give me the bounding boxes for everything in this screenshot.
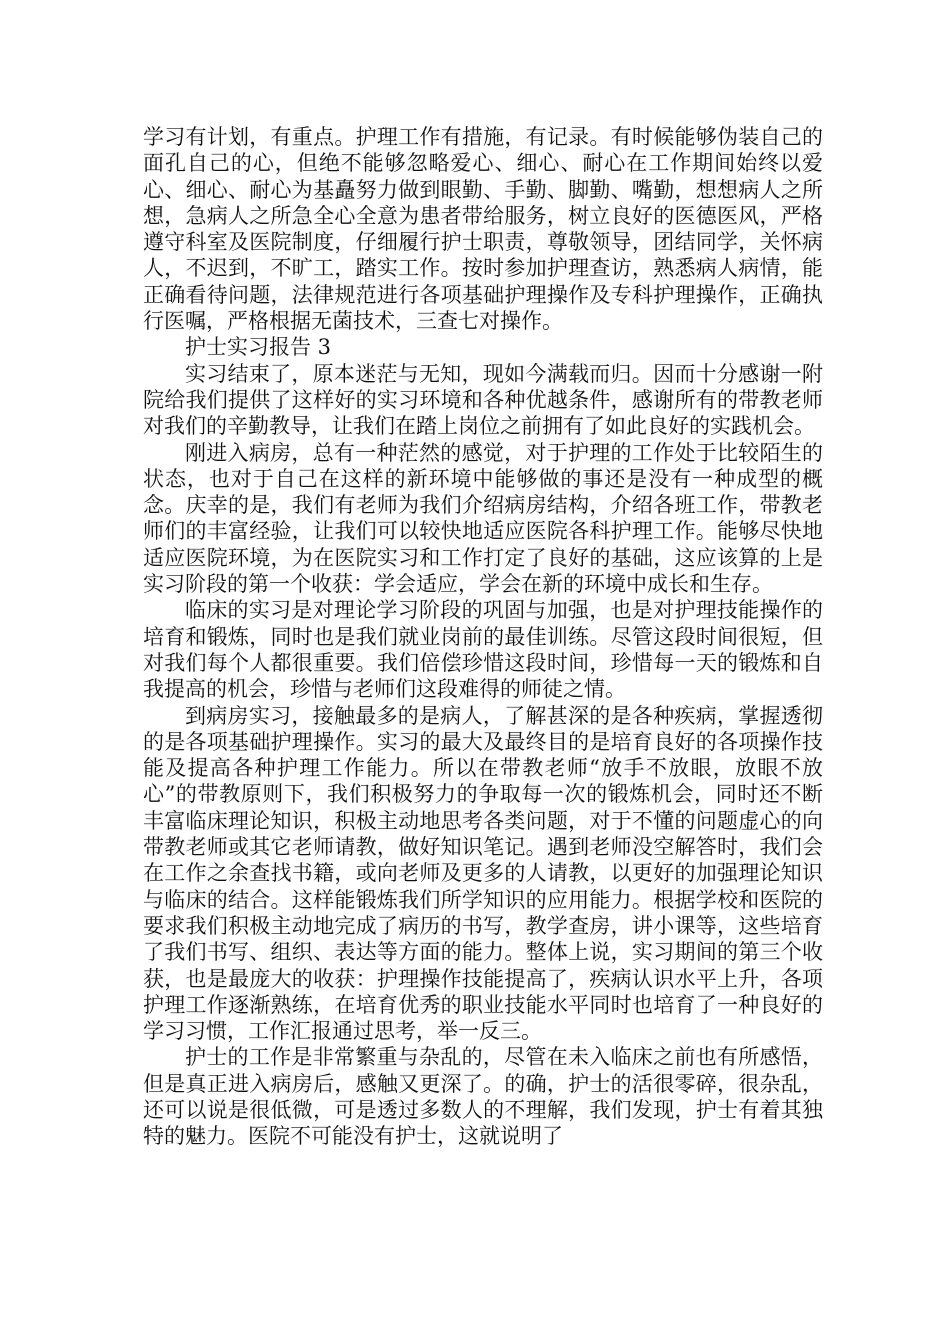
paragraph-conclusion: 实习结束了，原本迷茫与无知，现如今满载而归。因而十分感谢一附院给我们提供了这样好的实习环境和各种优越条件，感谢所有的带教老师对我们的辛勤教导，让我们在踏上岗位之前拥有了如此良好的实践机会。 xyxy=(143,361,823,439)
report-heading: 护士实习报告 3 xyxy=(185,335,332,360)
continued-paragraph: 学习有计划，有重点。护理工作有措施，有记录。有时候能够伪装自己的面孔自己的心，但绝不能够忽略爱心、细心、耐心在工作期间始终以爱心、细心、耐心为基矗努力做到眼勤、手勤、脚勤、嘴勤，想想病人之所想，急病人之所急全心全意为患者带给服务，树立良好的医德医风，严格遵守科室及医院制度，仔细履行护士职责，尊敬领导，团结同学，关怀病人，不迟到，不旷工，踏实工作。按时参加护理查访，熟悉病人病情，能正确看待问题，法律规范进行各项基础护理操作及专科护理操作，正确执行医嘱，严格根据无菌技术，三查七对操作。 xyxy=(143,125,823,334)
document-page xyxy=(143,124,823,1150)
paragraph-nurse-work: 护士的工作是非常繁重与杂乱的，尽管在未入临床之前也有所感悟，但是真正进入病房后，感触又更深了。的确，护士的活很零碎，很杂乱，还可以说是很低微，可是透过多数人的不理解，我们发现，护士有着其独特的魅力。医院不可能没有护士，这就说明了 xyxy=(143,1045,823,1149)
paragraph-ward-internship: 到病房实习，接触最多的是病人，了解甚深的是各种疾病，掌握透彻的是各项基础护理操作。实习的最大及最终目的是培育良好的各项操作技能及提高各种护理工作能力。所以在带教老师“放手不放眼，放眼不放心”的带教原则下，我们积极努力的争取每一次的锻炼机会，同时还不断丰富临床理论知识，积极主动地思考各类问题，对于不懂的问题虚心的向带教老师或其它老师请教，做好知识笔记。遇到老师没空解答时，我们会在工作之余查找书籍，或向老师及更多的人请教，以更好的加强理论知识与临床的结合。这样能锻炼我们所学知识的应用能力。根据学校和医院的要求我们积极主动地完成了病历的书写，教学查房，讲小课等，这些培育了我们书写、组织、表达等方面的能力。整体上说，实习期间的第三个收获，也是最庞大的收获：护理操作技能提高了，疾病认识水平上升，各项护理工作逐渐熟练，在培育优秀的职业技能水平同时也培育了一种良好的学习习惯，工作汇报通过思考，举一反三。 xyxy=(143,703,823,1044)
paragraph-entering-ward: 刚进入病房，总有一种茫然的感觉，对于护理的工作处于比较陌生的状态，也对于自己在这样的新环境中能够做的事还是没有一种成型的概念。庆幸的是，我们有老师为我们介绍病房结构，介绍各班工作，带教老师们的丰富经验，让我们可以较快地适应医院各科护理工作。能够尽快地适应医院环境，为在医院实习和工作打定了良好的基础，这应该算的上是实习阶段的第一个收获：学会适应，学会在新的环境中成长和生存。 xyxy=(143,440,823,597)
paragraph-clinical-practice: 临床的实习是对理论学习阶段的巩固与加强，也是对护理技能操作的培育和锻炼，同时也是我们就业岗前的最佳训练。尽管这段时间很短，但对我们每个人都很重要。我们倍偿珍惜这段时间，珍惜每一天的锻炼和自我提高的机会，珍惜与老师们这段难得的师徒之情。 xyxy=(143,598,823,702)
